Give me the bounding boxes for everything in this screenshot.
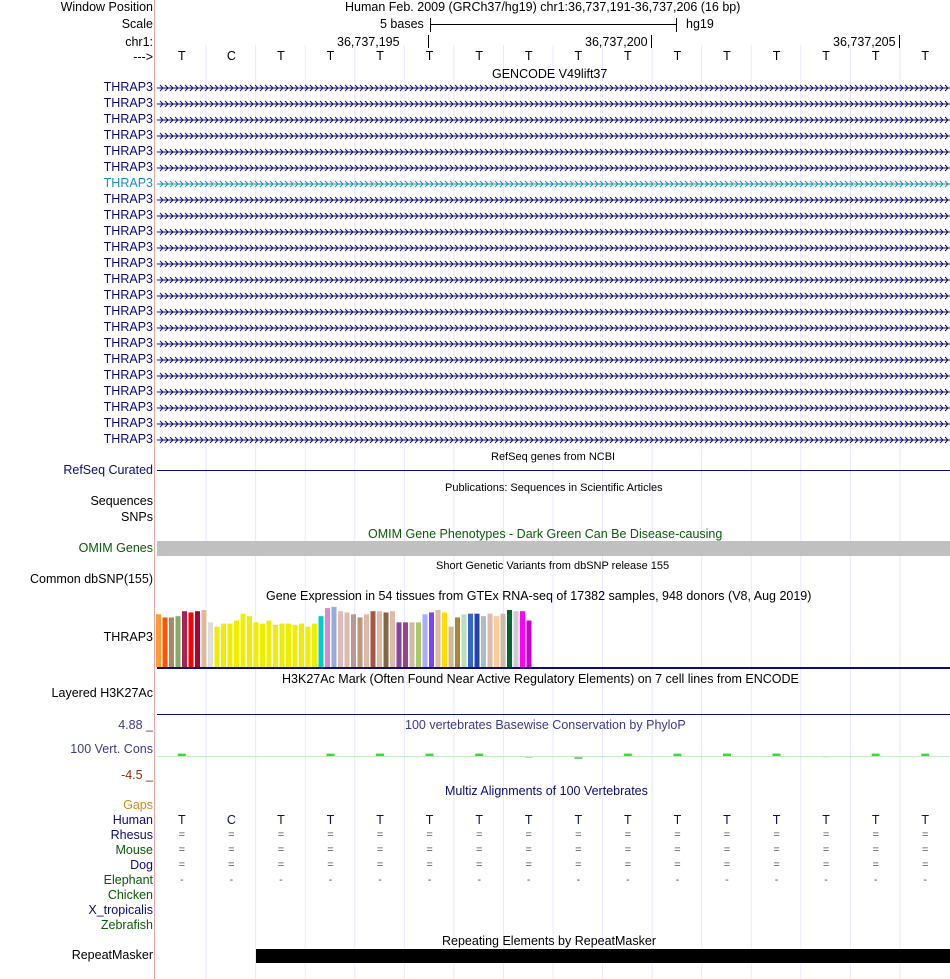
gencode-transcript-line[interactable] [157,417,950,433]
gencode-transcript-label[interactable]: THRAP3 [103,320,153,334]
scale-text: 5 bases [380,17,424,31]
gtex-tissue-bar [338,611,343,667]
gencode-transcript-label[interactable]: THRAP3 [103,384,153,398]
base-letter: T [574,49,583,63]
gtex-expression-chart[interactable] [155,603,535,668]
gencode-transcript-label[interactable]: THRAP3 [103,96,153,110]
h3k27ac-label[interactable]: Layered H3K27Ac [51,686,153,700]
refseq-gene-line[interactable] [157,470,950,471]
gtex-tissue-bar [273,625,278,667]
alignment-base: = [277,844,285,856]
alignment-base: - [873,874,878,886]
gtex-tissue-bar [325,608,330,667]
gtex-track-title[interactable]: Gene Expression in 54 tissues from GTEx RNA-seq of 17382 samples, 948 donors (V8, Aug 2019) [266,589,812,603]
gencode-transcript-label[interactable]: THRAP3 [103,368,153,382]
alignment-base: T [326,813,335,827]
gtex-tissue-bar [189,612,194,667]
alignment-base: T [921,813,930,827]
alignment-base: = [575,829,582,841]
snps-label[interactable]: SNPs [121,510,153,524]
gtex-tissue-bar [494,616,499,667]
gencode-transcript-label[interactable]: THRAP3 [103,432,153,446]
gencode-transcript-line[interactable] [157,273,950,289]
alignment-base: - [526,874,531,886]
gencode-transcript-line[interactable] [157,257,950,273]
scale-bar-left-tick [430,18,431,32]
gencode-transcript-line[interactable] [157,305,950,321]
gencode-transcript-label[interactable]: THRAP3 [103,160,153,174]
base-letter: T [871,49,880,63]
gtex-tissue-bar [488,614,493,667]
publications-track-title[interactable]: Publications: Sequences in Scientific Articles [445,482,663,494]
conservation-score-bar [723,754,731,756]
base-letter: T [723,49,731,63]
species-label[interactable]: Dog [130,858,153,872]
gtex-tissue-bar [514,611,519,667]
gtex-tissue-bar [332,607,337,667]
alignment-base: = [773,844,780,856]
alignment-base: = [723,844,731,856]
gencode-transcript-label[interactable]: THRAP3 [103,336,153,350]
alignment-base: - [229,874,234,886]
repeatmasker-label[interactable]: RepeatMasker [71,948,153,962]
base-letter: T [376,49,384,63]
gtex-tissue-bar [442,612,447,667]
gtex-tissue-bar [416,622,421,667]
alignment-base: C [226,813,236,827]
gencode-transcript-label[interactable]: THRAP3 [103,128,153,142]
alignment-base: = [674,844,681,856]
ruler-tick [651,35,652,48]
gencode-transcript-label[interactable]: THRAP3 [103,208,153,222]
alignment-base: = [228,859,235,871]
position-ruler-205: 36,737,205 [833,35,896,49]
gtex-tissue-bar [527,621,532,668]
omim-track-title[interactable]: OMIM Gene Phenotypes - Dark Green Can Be Disease-causing [368,527,723,541]
alignment-base: = [822,859,830,871]
base-letter: T [921,49,930,63]
alignment-base: - [774,874,779,886]
alignment-base: = [575,844,582,856]
gencode-transcript-line[interactable] [157,177,950,193]
gencode-transcript-line[interactable] [157,321,950,337]
alignment-base: = [178,844,185,856]
gtex-tissue-bar [345,612,350,667]
gtex-tissue-bar [351,614,356,667]
gtex-tissue-bar [299,624,304,667]
gencode-transcript-line[interactable] [157,241,950,257]
alignment-base: T [177,813,186,827]
alignment-base: = [525,829,532,841]
gtex-tissue-bar [319,616,324,667]
gtex-tissue-bar [312,624,317,667]
species-label[interactable]: Human [112,813,153,827]
gtex-tissue-bar [507,610,512,667]
species-label[interactable]: Rhesus [110,828,153,842]
alignment-base: = [575,859,582,871]
alignment-base: T [574,813,583,827]
gtex-tissue-bar [169,617,174,667]
species-label[interactable]: X_tropicalis [88,903,153,917]
conservation-score-bar [624,754,632,756]
base-letter: T [624,49,632,63]
species-label[interactable]: Elephant [103,873,153,887]
gtex-tissue-bar [475,614,480,667]
alignment-base: - [824,874,828,886]
alignment-base: - [179,874,184,886]
conservation-score-bar [475,754,483,756]
assembly-position-title: Human Feb. 2009 (GRCh37/hg19) chr1:36,737,191-36,737,206 (16 bp) [345,0,741,14]
base-letter: T [326,49,335,63]
gtex-tissue-bar [182,611,187,667]
window-position-label: Window Position [60,0,153,14]
alignment-base: T [376,813,384,827]
alignment-base: = [475,844,483,856]
base-letter: C [226,49,236,63]
conservation-track-title[interactable]: 100 vertebrates Basewise Conservation by PhyloP [405,718,686,732]
gtex-tissue-bar [221,624,226,667]
alignment-base: = [922,844,929,856]
conservation-label[interactable]: 100 Vert. Cons [70,742,153,756]
gtex-tissue-bar [260,624,265,667]
gtex-tissue-bar [403,622,408,667]
dbsnp-track-title[interactable]: Short Genetic Variants from dbSNP release 155 [436,560,670,572]
omim-feature-bar[interactable] [157,541,950,556]
gtex-tissue-bar [293,625,298,667]
alignment-base: = [426,859,433,871]
alignment-base: = [178,859,185,871]
gtex-tissue-bar [247,616,252,667]
gtex-tissue-bar [520,611,525,667]
alignment-base: - [725,874,729,886]
conservation-score-bar [426,754,434,756]
base-letter: T [772,49,781,63]
gencode-transcript-label[interactable]: THRAP3 [103,288,153,302]
scale-bar-right-tick [676,18,677,32]
gencode-transcript-label[interactable]: THRAP3 [103,192,153,206]
gencode-transcript-line[interactable] [157,161,950,177]
alignment-base: = [277,859,285,871]
alignment-base: - [923,874,928,886]
gencode-transcript-line[interactable] [157,337,950,353]
alignment-base: T [624,813,632,827]
gencode-transcript-line[interactable] [157,401,950,417]
conservation-score-bar [673,754,681,756]
strand-label: ---> [133,50,153,64]
gtex-tissue-bar [202,610,207,667]
alignment-base: = [475,859,483,871]
repeatmasker-track-title[interactable]: Repeating Elements by RepeatMasker [442,934,657,948]
scale-label: Scale [121,17,153,31]
gencode-transcript-line[interactable] [157,81,950,97]
gencode-transcript-line[interactable] [157,145,950,161]
gencode-transcript-line[interactable] [157,97,950,113]
gencode-transcript-label[interactable]: THRAP3 [103,352,153,366]
gtex-tissue-bar [163,617,168,667]
gencode-transcript-line[interactable] [157,289,950,305]
alignment-base: = [723,859,731,871]
alignment-base: = [525,844,532,856]
alignment-base: = [822,844,830,856]
alignment-base: = [525,859,532,871]
gaps-label: Gaps [123,798,153,812]
dbsnp-label[interactable]: Common dbSNP(155) [30,572,153,586]
gtex-tissue-bar [364,614,369,667]
gtex-tissue-bar [371,611,376,667]
gtex-tissue-bar [377,611,382,667]
base-letter: T [822,49,830,63]
gencode-transcript-line[interactable] [157,225,950,241]
gencode-transcript-label[interactable]: THRAP3 [103,416,153,430]
base-letter: T [475,49,483,63]
alignment-base: - [626,874,630,886]
gtex-tissue-bar [195,611,200,667]
gtex-tissue-bar [254,622,259,667]
gencode-transcript-line[interactable] [157,209,950,225]
position-ruler-195: 36,737,195 [337,35,400,49]
alignment-base: = [624,859,632,871]
gtex-tissue-bar [455,617,460,667]
alignment-base: = [475,829,483,841]
h3k27ac-baseline [157,714,950,715]
gencode-transcript-line[interactable] [157,113,950,129]
gtex-tissue-bar [429,612,434,667]
gtex-tissue-bar [208,622,213,667]
alignment-base: = [773,859,780,871]
alignment-base: T [277,813,285,827]
alignment-base: = [723,829,731,841]
chr-label: chr1: [125,35,153,49]
alignment-base: T [871,813,880,827]
gtex-tissue-bar [306,627,311,667]
gtex-tissue-bar [176,616,181,667]
gtex-tissue-bar [358,617,363,667]
gtex-tissue-bar [228,624,233,667]
alignment-base: = [624,844,632,856]
alignment-base: = [822,829,830,841]
conservation-score-bar [326,754,334,756]
gencode-transcript-line[interactable] [157,385,950,401]
alignment-base: = [426,844,433,856]
gtex-tissue-bar [384,612,389,667]
alignment-base: = [178,829,185,841]
alignment-base: T [723,813,731,827]
gtex-tissue-bar [286,624,291,667]
alignment-base: - [279,874,283,886]
gencode-transcript-label[interactable]: THRAP3 [103,224,153,238]
gtex-tissue-bar [241,614,246,667]
repeatmasker-element-bar[interactable] [256,949,950,963]
gencode-transcript-line[interactable] [157,193,950,209]
conservation-ymin: -4.5 _ [121,768,153,782]
omim-label[interactable]: OMIM Genes [78,541,153,555]
gtex-tissue-bar [267,621,272,668]
multiz-track-title[interactable]: Multiz Alignments of 100 Vertebrates [445,784,648,798]
alignment-base: T [822,813,830,827]
alignment-base: - [378,874,382,886]
alignment-base: = [624,829,632,841]
gtex-tissue-bar [397,622,402,667]
conservation-plot[interactable] [157,740,950,770]
gencode-transcript-label[interactable]: THRAP3 [103,80,153,94]
species-label[interactable]: Mouse [115,843,153,857]
refseq-label[interactable]: RefSeq Curated [63,463,153,477]
alignment-base: = [872,844,879,856]
alignment-base: = [674,829,681,841]
gencode-transcript-label[interactable]: THRAP3 [103,144,153,158]
alignment-base: - [427,874,432,886]
alignment-base: = [376,859,384,871]
conservation-score-bar [376,754,384,756]
alignment-base: - [477,874,481,886]
gtex-tissue-bar [390,611,395,667]
gtex-tissue-bar [215,627,220,667]
species-label[interactable]: Zebrafish [100,918,153,932]
gtex-tissue-bar [436,610,441,667]
conservation-ymax: 4.88 _ [118,718,153,732]
gtex-tissue-bar [423,614,428,667]
base-letter: T [277,49,285,63]
base-letter: T [673,49,682,63]
gtex-tissue-bar [156,614,161,667]
alignment-base: T [524,813,533,827]
gtex-tissue-bar [280,624,285,667]
alignment-base: = [228,844,235,856]
alignment-base: T [475,813,483,827]
alignment-base: = [872,829,879,841]
alignment-base: - [675,874,680,886]
gencode-transcript-line[interactable] [157,433,950,449]
gencode-transcript-label[interactable]: THRAP3 [103,272,153,286]
ruler-tick [428,35,429,48]
alignment-base: = [773,829,780,841]
scale-bar [430,24,676,25]
gtex-tissue-bar [462,614,467,667]
gtex-tissue-bar [468,614,473,667]
gtex-tissue-bar [481,616,486,667]
ruler-tick [899,35,900,48]
alignment-base: = [872,859,879,871]
label-track-divider [154,0,155,979]
alignment-base: - [328,874,333,886]
base-letter: T [177,49,186,63]
gtex-baseline [157,667,950,669]
gencode-transcript-label[interactable]: THRAP3 [103,176,153,190]
gencode-transcript-label[interactable]: THRAP3 [103,256,153,270]
conservation-score-bar [872,754,880,756]
gtex-gene-label[interactable]: THRAP3 [103,630,153,644]
base-letter: T [524,49,533,63]
alignment-base: = [327,859,334,871]
gtex-tissue-bar [410,622,415,667]
gencode-transcript-line[interactable] [157,369,950,385]
gencode-transcript-line[interactable] [157,353,950,369]
alignment-base: = [922,859,929,871]
alignment-base: = [228,829,235,841]
alignment-base: T [772,813,781,827]
alignment-base: = [674,859,681,871]
alignment-base: T [673,813,682,827]
h3k27ac-track-title[interactable]: H3K27Ac Mark (Often Found Near Active Regulatory Elements) on 7 cell lines from ENCODE [282,672,799,686]
conservation-score-bar [921,754,929,756]
gencode-transcript-line[interactable] [157,129,950,145]
alignment-base: - [576,874,581,886]
species-label[interactable]: Chicken [107,888,153,902]
alignment-base: = [277,829,285,841]
conservation-score-bar [773,754,781,756]
base-letter: T [425,49,434,63]
gtex-tissue-bar [449,627,454,667]
alignment-base: = [376,829,384,841]
scale-db: hg19 [686,17,714,31]
conservation-score-bar [178,754,186,756]
gencode-transcript-label[interactable]: THRAP3 [103,304,153,318]
alignment-base: = [327,829,334,841]
refseq-track-title[interactable]: RefSeq genes from NCBI [491,451,616,463]
alignment-base: = [922,829,929,841]
position-ruler-200: 36,737,200 [585,35,648,49]
gtex-tissue-bar [234,621,239,668]
gencode-transcript-label[interactable]: THRAP3 [103,400,153,414]
alignment-base: = [376,844,384,856]
alignment-base: = [426,829,433,841]
gencode-track-title[interactable]: GENCODE V49lift37 [492,67,608,81]
gencode-transcript-label[interactable]: THRAP3 [103,240,153,254]
sequences-label[interactable]: Sequences [90,494,153,508]
alignment-base: T [425,813,434,827]
alignment-base: = [327,844,334,856]
gencode-transcript-label[interactable]: THRAP3 [103,112,153,126]
gtex-tissue-bar [501,614,506,667]
